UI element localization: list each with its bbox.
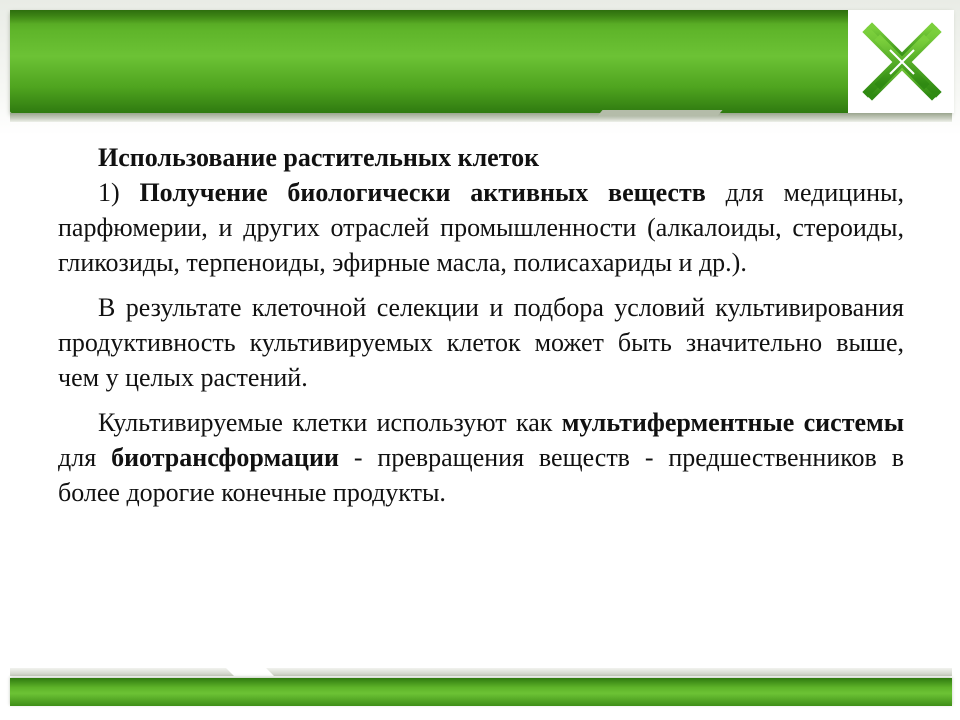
footer-notch (226, 668, 274, 676)
paragraph-3-bold-2: биотрансформации (111, 443, 339, 472)
paragraph-2: В результате клеточной селекции и подбора условий культивирования продуктивность культивируемых клеток может быть значительно выше, чем у целых растений. (58, 293, 904, 392)
paragraph-1-number: 1) (98, 178, 120, 207)
paragraph-3 (58, 405, 904, 510)
footer-band (10, 678, 952, 706)
paragraph-1 (58, 175, 904, 280)
paragraph-3-end: - превращения веществ - предшественников в более дорогие конечные продукты. (58, 443, 904, 507)
paragraph-1-bold: Получение биологически активных веществ (139, 178, 706, 207)
header-band (10, 10, 952, 113)
paragraph-3-start: Культивируемые клетки используют как (98, 408, 553, 437)
paragraph-3-bold-1: мультиферментные системы (561, 408, 905, 437)
woven-knot-icon (850, 10, 954, 113)
slide-body (58, 140, 904, 510)
logo (848, 10, 954, 113)
paragraph-1-text: для медицины, парфюмерии, и других отраслей промышленности (алкалоиды, стероиды, гликозиды, терпеноиды, эфирные масла, полисахариды и др.). (58, 178, 905, 277)
slide-title: Использование растительных клеток (98, 143, 540, 172)
paragraph-3-mid: для (58, 443, 97, 472)
header-band-highlight (10, 10, 952, 24)
header-rule (10, 113, 952, 122)
footer-rule (10, 668, 952, 676)
header-rule-notch (597, 110, 722, 116)
